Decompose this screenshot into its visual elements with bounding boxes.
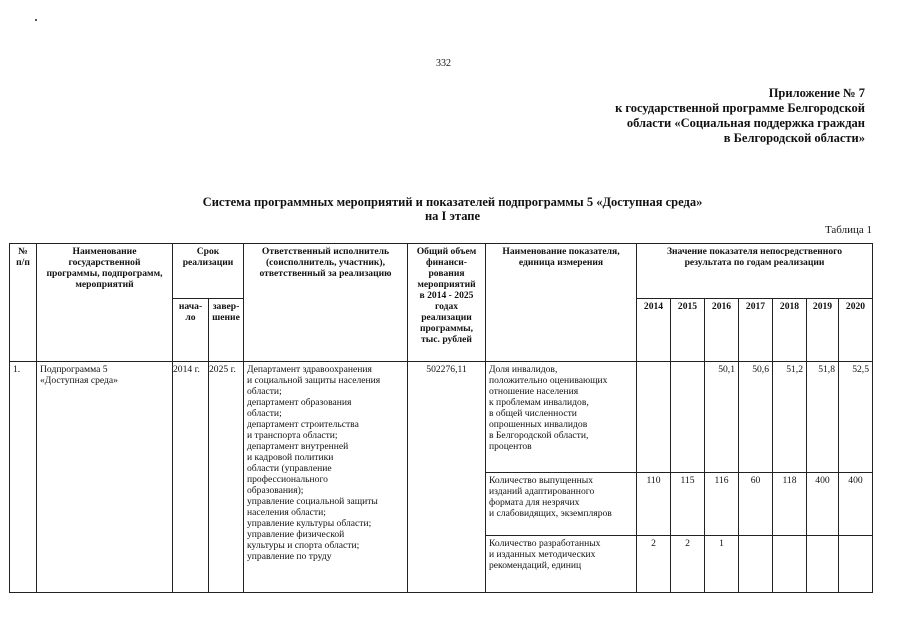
row-start: 2014 г. xyxy=(173,362,209,593)
scan-mark xyxy=(35,19,37,21)
header-year: 2019 xyxy=(807,299,839,362)
header-year: 2016 xyxy=(705,299,739,362)
row-volume: 502276,11 xyxy=(408,362,486,593)
header-num: № п/п xyxy=(10,244,37,362)
indicator-name: Количество выпущенных изданий адаптированного формата для незрячих и слабовидящих, экземпляров xyxy=(486,473,637,536)
indicator-value: 118 xyxy=(773,473,807,536)
indicator-name: Доля инвалидов, положительно оценивающих отношение населения к проблемам инвалидов, в общей численности опрошенных инвалидов в Белгородской области, процентов xyxy=(486,362,637,473)
indicator-value: 51,2 xyxy=(773,362,807,473)
header-year: 2018 xyxy=(773,299,807,362)
indicator-value: 50,6 xyxy=(739,362,773,473)
page-number: 332 xyxy=(436,58,451,69)
appendix-line: в Белгородской области» xyxy=(723,131,865,145)
header-name: Наименование государственной программы, подпрограмм, мероприятий xyxy=(37,244,173,362)
indicator-value: 60 xyxy=(739,473,773,536)
indicator-value xyxy=(739,536,773,593)
appendix-heading xyxy=(535,86,865,146)
header-indicator: Наименование показателя, единица измерения xyxy=(486,244,637,362)
row-name: Подпрограмма 5 «Доступная среда» xyxy=(37,362,173,593)
header-year: 2015 xyxy=(671,299,705,362)
indicator-value: 50,1 xyxy=(705,362,739,473)
indicator-value: 116 xyxy=(705,473,739,536)
appendix-line: к государственной программе Белгородской xyxy=(615,101,865,115)
indicator-value: 52,5 xyxy=(839,362,873,473)
row-num: 1. xyxy=(10,362,37,593)
indicator-value: 400 xyxy=(807,473,839,536)
indicator-value: 2 xyxy=(671,536,705,593)
indicator-value: 400 xyxy=(839,473,873,536)
header-responsible: Ответственный исполнитель (соисполнитель, участник), ответственный за реализацию xyxy=(244,244,408,362)
header-year: 2017 xyxy=(739,299,773,362)
measures-table xyxy=(9,243,873,593)
indicator-value xyxy=(773,536,807,593)
indicator-value xyxy=(839,536,873,593)
header-values: Значение показателя непосредственного результата по годам реализации xyxy=(637,244,873,299)
title-line-1: Система программных мероприятий и показателей подпрограммы 5 «Доступная среда» xyxy=(202,195,703,209)
header-year: 2020 xyxy=(839,299,873,362)
indicator-value xyxy=(637,362,671,473)
indicator-value xyxy=(671,362,705,473)
appendix-line: области «Социальная поддержка граждан xyxy=(626,116,865,130)
indicator-value: 51,8 xyxy=(807,362,839,473)
header-term-start: нача- ло xyxy=(173,299,209,362)
header-year: 2014 xyxy=(637,299,671,362)
header-term-end: завер- шение xyxy=(209,299,244,362)
indicator-value: 110 xyxy=(637,473,671,536)
table-label: Таблица 1 xyxy=(824,224,872,236)
appendix-line: Приложение № 7 xyxy=(768,86,865,100)
title-line-2: на I этапе xyxy=(424,209,481,223)
indicator-value: 1 xyxy=(705,536,739,593)
header-term: Срок реализации xyxy=(173,244,244,299)
header-volume: Общий объем финанси- рования мероприятий в 2014 - 2025 годах реализации программы, тыс. рублей xyxy=(408,244,486,362)
indicator-name: Количество разработанных и изданных методических рекомендаций, единиц xyxy=(486,536,637,593)
row-end: 2025 г. xyxy=(209,362,244,593)
row-responsible: Департамент здравоохранения и социальной защиты населения области; департамент образования области; департамент строительства и транспорта области; департамент внутренней и кадровой политики области (управление профессионального образования); управление социальной защиты населения области; управление культуры области; управление физической культуры и спорта области; управление по труду xyxy=(244,362,408,593)
indicator-value: 115 xyxy=(671,473,705,536)
indicator-value: 2 xyxy=(637,536,671,593)
document-title xyxy=(0,195,905,223)
indicator-value xyxy=(807,536,839,593)
